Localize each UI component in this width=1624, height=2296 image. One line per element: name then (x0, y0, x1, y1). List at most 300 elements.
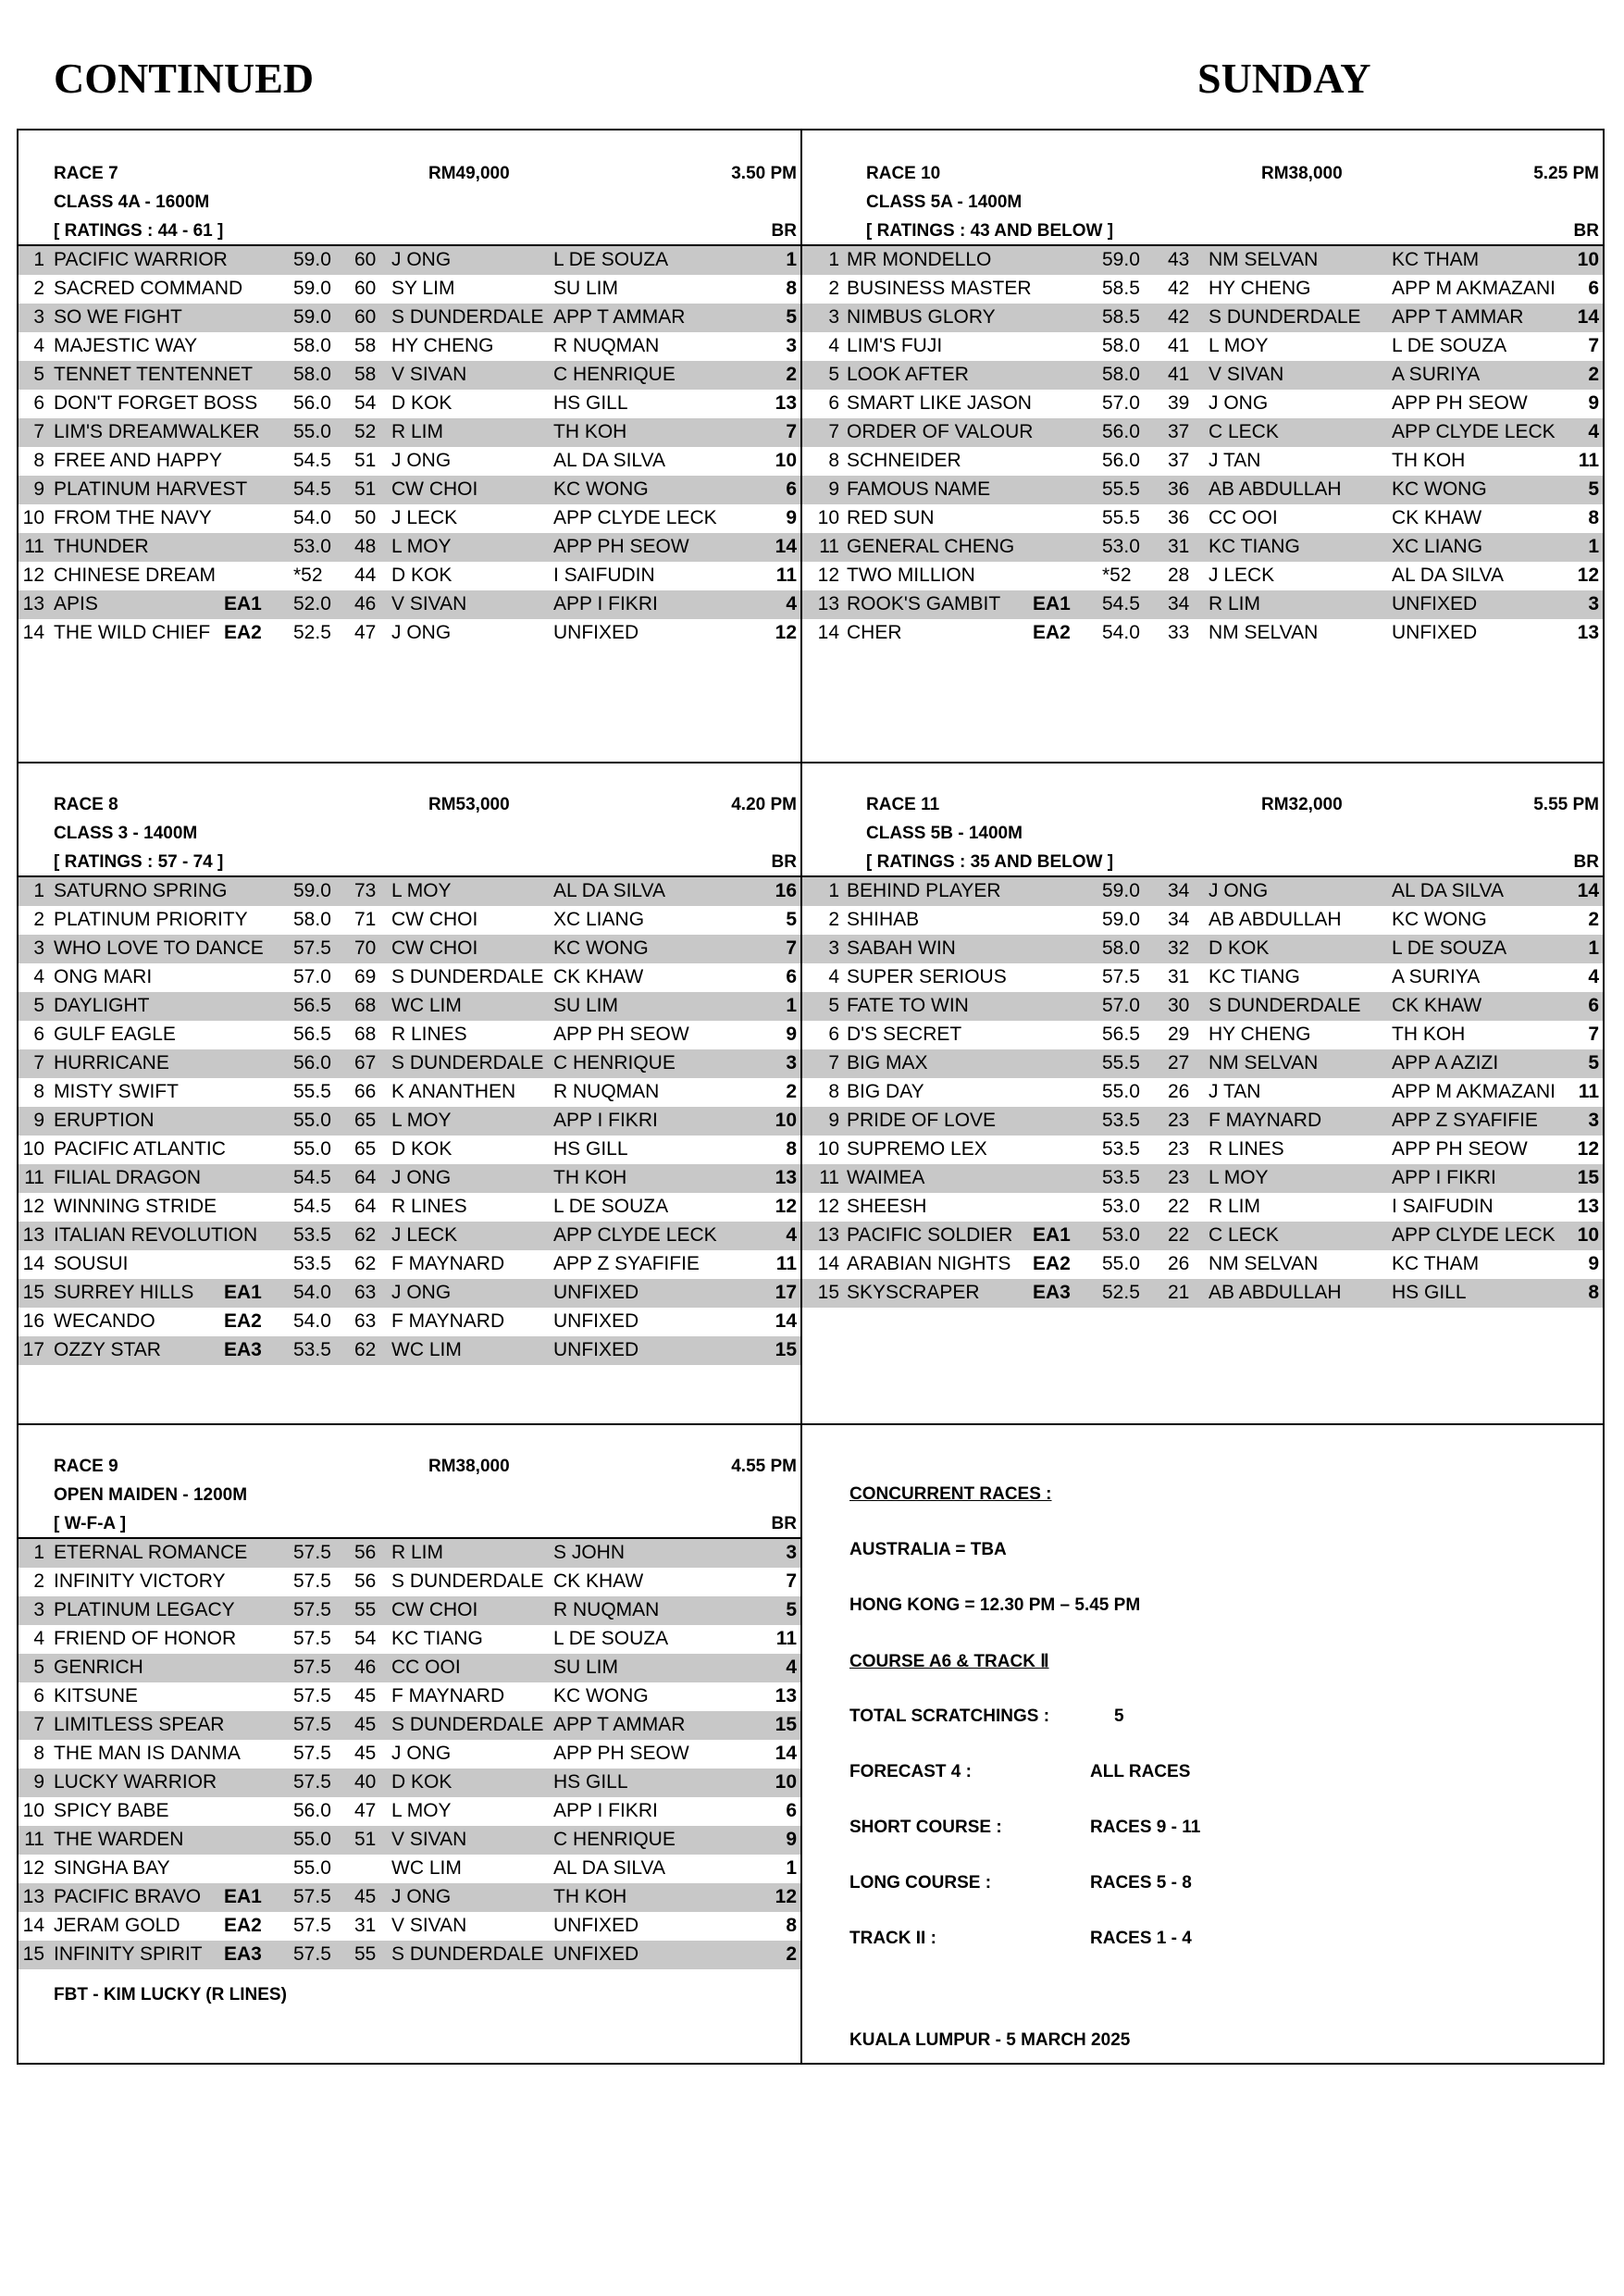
barrier-draw: 12 (1577, 565, 1599, 586)
rating: 45 (354, 1714, 377, 1735)
jockey: S DUNDERDALE (391, 966, 544, 987)
rating: 51 (354, 478, 377, 500)
trainer: HS GILL (553, 1138, 628, 1160)
handicap-weight: 58.0 (1102, 335, 1140, 356)
barrier-draw: 13 (1577, 1196, 1599, 1217)
jockey: R LIM (1209, 1196, 1261, 1217)
emergency-acceptor-tag: EA3 (1033, 1282, 1071, 1303)
trainer: AL DA SILVA (1392, 565, 1505, 586)
barrier-draw: 4 (1588, 966, 1599, 987)
runner-number: 8 (33, 1081, 44, 1102)
barrier-draw: 11 (775, 565, 797, 586)
handicap-weight: 55.0 (293, 1138, 331, 1160)
barrier-draw: 15 (1577, 1167, 1599, 1188)
trainer: R NUQMAN (553, 335, 660, 356)
barrier-draw: 14 (775, 1743, 797, 1764)
trainer: R NUQMAN (553, 1081, 660, 1102)
handicap-weight: 55.0 (1102, 1081, 1140, 1102)
row-divider-1 (19, 762, 1603, 763)
handicap-weight: 58.0 (293, 364, 331, 385)
rating: 62 (354, 1339, 377, 1360)
jockey: J ONG (1209, 880, 1269, 901)
rating: 40 (354, 1771, 377, 1793)
runner-row (802, 447, 1603, 476)
runner-number: 5 (33, 1657, 44, 1678)
handicap-weight: 57.5 (293, 1599, 331, 1620)
barrier-draw: 3 (786, 335, 797, 356)
runner-number: 15 (22, 1943, 44, 1965)
barrier-draw: 8 (786, 278, 797, 299)
jockey: L MOY (1209, 335, 1269, 356)
horse-name: FILIAL DRAGON (54, 1167, 202, 1188)
handicap-weight: 58.0 (293, 909, 331, 930)
trainer: AL DA SILVA (553, 450, 666, 471)
rating: 31 (354, 1915, 377, 1936)
barrier-draw: 13 (775, 392, 797, 414)
handicap-weight: 58.0 (1102, 937, 1140, 959)
rating: 23 (1168, 1110, 1190, 1131)
jockey: D KOK (391, 565, 452, 586)
runner-number: 8 (33, 1743, 44, 1764)
handicap-weight: 57.5 (293, 1886, 331, 1907)
runner-number: 12 (22, 565, 44, 586)
horse-name: JERAM GOLD (54, 1915, 180, 1936)
jockey: J ONG (391, 1167, 452, 1188)
runner-number: 9 (33, 1110, 44, 1131)
rating: 29 (1168, 1024, 1190, 1045)
trainer: CK KHAW (553, 1570, 644, 1592)
horse-name: OZZY STAR (54, 1339, 161, 1360)
jockey: CC OOI (391, 1657, 461, 1678)
rating: 60 (354, 249, 377, 270)
runner-number: 14 (22, 622, 44, 643)
horse-name: HURRICANE (54, 1052, 169, 1074)
rating: 41 (1168, 335, 1190, 356)
race-time: 5.25 PM (1533, 164, 1599, 183)
jockey: CW CHOI (391, 937, 478, 959)
runner-number: 13 (817, 1224, 839, 1246)
forecast-value: ALL RACES (1090, 1762, 1191, 1781)
race-header (802, 158, 1603, 187)
barrier-draw: 10 (775, 1771, 797, 1793)
horse-name: TENNET TENTENNET (54, 364, 254, 385)
runner-number: 12 (22, 1196, 44, 1217)
horse-name: ETERNAL ROMANCE (54, 1542, 248, 1563)
horse-name: SABAH WIN (847, 937, 956, 959)
horse-name: LUCKY WARRIOR (54, 1771, 217, 1793)
horse-name: SMART LIKE JASON (847, 392, 1032, 414)
trainer: KC WONG (1392, 478, 1487, 500)
barrier-draw: 8 (1588, 507, 1599, 528)
rating: 73 (354, 880, 377, 901)
race-class: CLASS 3 - 1400M (54, 824, 198, 843)
runner-number: 5 (828, 364, 839, 385)
trainer: UNFIXED (553, 622, 639, 643)
horse-name: THE WARDEN (54, 1829, 184, 1850)
emergency-acceptor-tag: EA2 (224, 1915, 262, 1936)
rating: 70 (354, 937, 377, 959)
jockey: D KOK (391, 1771, 452, 1793)
rating: 62 (354, 1224, 377, 1246)
runner-number: 3 (33, 937, 44, 959)
rating: 22 (1168, 1196, 1190, 1217)
runner-row (19, 1769, 800, 1797)
rating: 23 (1168, 1138, 1190, 1160)
rating: 64 (354, 1196, 377, 1217)
race-class: CLASS 4A - 1600M (54, 192, 210, 212)
jockey: WC LIM (391, 1857, 462, 1879)
handicap-weight: 53.0 (1102, 1224, 1140, 1246)
runner-row (19, 1222, 800, 1250)
handicap-weight: 57.5 (293, 1743, 331, 1764)
horse-name: D'S SECRET (847, 1024, 962, 1045)
handicap-weight: 54.5 (293, 1196, 331, 1217)
handicap-weight: 56.5 (293, 995, 331, 1016)
runner-number: 1 (33, 249, 44, 270)
runner-number: 4 (33, 1628, 44, 1649)
barrier-draw: 3 (786, 1542, 797, 1563)
trainer: APP A AZIZI (1392, 1052, 1499, 1074)
trainer: XC LIANG (553, 909, 645, 930)
trainer: APP PH SEOW (1392, 1138, 1528, 1160)
barrier-draw: 5 (1588, 478, 1599, 500)
horse-name: GENRICH (54, 1657, 143, 1678)
handicap-weight: 56.0 (293, 392, 331, 414)
jockey: NM SELVAN (1209, 249, 1319, 270)
horse-name: PACIFIC SOLDIER (847, 1224, 1013, 1246)
horse-name: LIM'S FUJI (847, 335, 943, 356)
race-ratings: [ RATINGS : 44 - 61 ] (54, 221, 224, 241)
jockey: S DUNDERDALE (391, 1943, 544, 1965)
jockey: S DUNDERDALE (391, 1052, 544, 1074)
jockey: R LIM (391, 1542, 444, 1563)
rating: 60 (354, 278, 377, 299)
horse-name: ARABIAN NIGHTS (847, 1253, 1011, 1274)
jockey: V SIVAN (391, 364, 467, 385)
runner-row (802, 619, 1603, 648)
handicap-weight: 58.5 (1102, 278, 1140, 299)
horse-name: WHO LOVE TO DANCE (54, 937, 264, 959)
horse-name: SUPER SERIOUS (847, 966, 1007, 987)
rating: 45 (354, 1886, 377, 1907)
barrier-column-label: BR (1573, 221, 1599, 241)
rating: 65 (354, 1138, 377, 1160)
course-info: COURSE A6 & TRACK Ⅱ (849, 1652, 1049, 1671)
horse-name: WECANDO (54, 1310, 155, 1332)
runner-number: 10 (22, 1800, 44, 1821)
barrier-draw: 5 (786, 306, 797, 328)
handicap-weight: 55.5 (293, 1081, 331, 1102)
horse-name: DON'T FORGET BOSS (54, 392, 258, 414)
race-header (802, 789, 1603, 818)
jockey: K ANANTHEN (391, 1081, 516, 1102)
rating: 45 (354, 1685, 377, 1706)
barrier-draw: 6 (1588, 278, 1599, 299)
horse-name: PACIFIC WARRIOR (54, 249, 228, 270)
trainer: TH KOH (553, 1167, 627, 1188)
rating: 66 (354, 1081, 377, 1102)
australia-info: AUSTRALIA = TBA (849, 1540, 1007, 1559)
trainer: APP I FIKRI (553, 1110, 658, 1131)
handicap-weight: 56.5 (1102, 1024, 1140, 1045)
horse-name: KITSUNE (54, 1685, 139, 1706)
trainer: APP PH SEOW (1392, 392, 1528, 414)
jockey: WC LIM (391, 995, 462, 1016)
runner-row (19, 1049, 800, 1078)
barrier-draw: 14 (775, 536, 797, 557)
runner-number: 13 (22, 593, 44, 614)
runner-row (19, 275, 800, 304)
runner-number: 7 (828, 1052, 839, 1074)
handicap-weight: 55.0 (1102, 1253, 1140, 1274)
jockey: R LIM (391, 421, 444, 442)
handicap-weight: 56.0 (1102, 450, 1140, 471)
trainer: AL DA SILVA (553, 1857, 666, 1879)
race-ratings-row (19, 1508, 800, 1539)
rating: 46 (354, 593, 377, 614)
barrier-draw: 15 (775, 1714, 797, 1735)
rating: 37 (1168, 450, 1190, 471)
barrier-draw: 5 (786, 909, 797, 930)
handicap-weight: 54.5 (1102, 593, 1140, 614)
runner-number: 2 (828, 278, 839, 299)
handicap-weight: 54.5 (293, 450, 331, 471)
barrier-draw: 1 (786, 1857, 797, 1879)
runner-number: 4 (828, 966, 839, 987)
trainer: A SURIYA (1392, 364, 1481, 385)
handicap-weight: 56.5 (293, 1024, 331, 1045)
rating: 67 (354, 1052, 377, 1074)
barrier-draw: 4 (1588, 421, 1599, 442)
race-prize: RM38,000 (1261, 164, 1343, 183)
runner-row (19, 1279, 800, 1308)
horse-name: SURREY HILLS (54, 1282, 194, 1303)
horse-name: APIS (54, 593, 98, 614)
handicap-weight: 58.0 (1102, 364, 1140, 385)
rating: 54 (354, 1628, 377, 1649)
trainer: APP M AKMAZANI (1392, 1081, 1556, 1102)
runner-number: 14 (22, 1915, 44, 1936)
runner-row (19, 476, 800, 504)
handicap-weight: 54.0 (293, 1310, 331, 1332)
header-day: SUNDAY (1197, 55, 1371, 102)
handicap-weight: 55.0 (293, 1110, 331, 1131)
runner-row (19, 619, 800, 648)
runner-row (802, 963, 1603, 992)
barrier-draw: 12 (775, 622, 797, 643)
barrier-draw: 12 (1577, 1138, 1599, 1160)
runner-row (802, 476, 1603, 504)
runner-row (19, 1625, 800, 1654)
barrier-column-label: BR (771, 852, 797, 872)
trainer: APP CLYDE LECK (553, 1224, 717, 1246)
horse-name: ROOK'S GAMBIT (847, 593, 1001, 614)
barrier-draw: 16 (775, 880, 797, 901)
trainer: SU LIM (553, 1657, 619, 1678)
jockey: L MOY (391, 536, 452, 557)
race-number: RACE 9 (54, 1457, 118, 1476)
horse-name: SHIHAB (847, 909, 920, 930)
emergency-acceptor-tag: EA1 (1033, 1224, 1071, 1246)
barrier-draw: 4 (786, 593, 797, 614)
jockey: AB ABDULLAH (1209, 478, 1342, 500)
jockey: L MOY (1209, 1167, 1269, 1188)
rating: 31 (1168, 536, 1190, 557)
runner-number: 3 (828, 937, 839, 959)
runner-row (19, 906, 800, 935)
location-date: KUALA LUMPUR - 5 MARCH 2025 (849, 2030, 1131, 2050)
runner-number: 6 (33, 1024, 44, 1045)
trainer: APP PH SEOW (553, 1024, 689, 1045)
runner-number: 1 (33, 880, 44, 901)
barrier-draw: 7 (786, 937, 797, 959)
runner-number: 6 (33, 392, 44, 414)
trainer: KC THAM (1392, 1253, 1480, 1274)
emergency-acceptor-tag: EA2 (224, 622, 262, 643)
jockey: F MAYNARD (391, 1310, 505, 1332)
jockey: V SIVAN (391, 1915, 467, 1936)
horse-name: FROM THE NAVY (54, 507, 212, 528)
barrier-draw: 2 (786, 364, 797, 385)
race-prize: RM38,000 (428, 1457, 510, 1476)
horse-name: BIG DAY (847, 1081, 924, 1102)
horse-name: BIG MAX (847, 1052, 928, 1074)
jockey: AB ABDULLAH (1209, 1282, 1342, 1303)
horse-name: SPICY BABE (54, 1800, 169, 1821)
race-class: OPEN MAIDEN - 1200M (54, 1485, 248, 1505)
barrier-draw: 5 (1588, 1052, 1599, 1074)
trainer: TH KOH (1392, 1024, 1466, 1045)
runner-number: 14 (817, 1253, 839, 1274)
trainer: SU LIM (553, 995, 619, 1016)
barrier-draw: 7 (786, 1570, 797, 1592)
runner-row (802, 1078, 1603, 1107)
runner-number: 9 (33, 478, 44, 500)
jockey: CC OOI (1209, 507, 1278, 528)
rating: 68 (354, 995, 377, 1016)
barrier-column-label: BR (771, 1514, 797, 1533)
runner-row (802, 418, 1603, 447)
rating: 46 (354, 1657, 377, 1678)
rating: 30 (1168, 995, 1190, 1016)
runner-row (19, 246, 800, 275)
trainer: HS GILL (1392, 1282, 1467, 1303)
horse-name: SKYSCRAPER (847, 1282, 980, 1303)
handicap-weight: 52.0 (293, 593, 331, 614)
horse-name: FAMOUS NAME (847, 478, 991, 500)
barrier-draw: 6 (786, 966, 797, 987)
runner-row (19, 1250, 800, 1279)
barrier-draw: 11 (775, 1253, 797, 1274)
jockey: KC TIANG (391, 1628, 483, 1649)
runner-number: 17 (22, 1339, 44, 1360)
runner-row (19, 935, 800, 963)
trainer: I SAIFUDIN (1392, 1196, 1494, 1217)
runner-row (19, 877, 800, 906)
trainer: TH KOH (1392, 450, 1466, 471)
trainer: UNFIXED (553, 1339, 639, 1360)
trainer: UNFIXED (1392, 593, 1478, 614)
runner-row (19, 504, 800, 533)
jockey: J LECK (391, 507, 458, 528)
rating: 42 (1168, 278, 1190, 299)
jockey: F MAYNARD (391, 1253, 505, 1274)
runner-row (802, 1049, 1603, 1078)
runner-row (19, 1797, 800, 1826)
handicap-weight: 59.0 (293, 249, 331, 270)
race-10-panel (802, 158, 1603, 648)
barrier-draw: 10 (775, 1110, 797, 1131)
concurrent-races-heading: CONCURRENT RACES : (849, 1484, 1052, 1504)
emergency-acceptor-tag: EA1 (224, 1886, 262, 1907)
barrier-draw: 7 (1588, 335, 1599, 356)
runner-number: 13 (22, 1224, 44, 1246)
race-ratings-row (802, 847, 1603, 877)
runner-row (19, 1193, 800, 1222)
horse-name: PRIDE OF LOVE (847, 1110, 997, 1131)
handicap-weight: 58.5 (1102, 306, 1140, 328)
rating: 63 (354, 1310, 377, 1332)
jockey: S DUNDERDALE (391, 306, 544, 328)
runner-row (19, 1883, 800, 1912)
runner-row (802, 562, 1603, 590)
horse-name: LOOK AFTER (847, 364, 969, 385)
jockey: V SIVAN (1209, 364, 1284, 385)
handicap-weight: 57.5 (293, 1657, 331, 1678)
jockey: J ONG (1209, 392, 1269, 414)
horse-name: SCHNEIDER (847, 450, 961, 471)
barrier-draw: 1 (786, 249, 797, 270)
jockey: L MOY (391, 1110, 452, 1131)
race-ratings: [ RATINGS : 35 AND BELOW ] (866, 852, 1114, 872)
horse-name: PLATINUM HARVEST (54, 478, 248, 500)
horse-name: BUSINESS MASTER (847, 278, 1032, 299)
barrier-draw: 4 (786, 1224, 797, 1246)
runner-row (19, 1021, 800, 1049)
short-course-value: RACES 9 - 11 (1090, 1818, 1201, 1837)
barrier-draw: 7 (786, 421, 797, 442)
barrier-draw: 3 (1588, 1110, 1599, 1131)
barrier-draw: 8 (786, 1915, 797, 1936)
race-header (19, 1451, 800, 1480)
horse-name: PLATINUM LEGACY (54, 1599, 235, 1620)
barrier-draw: 9 (1588, 392, 1599, 414)
horse-name: FREE AND HAPPY (54, 450, 223, 471)
barrier-draw: 14 (1577, 880, 1599, 901)
runner-row (19, 533, 800, 562)
barrier-draw: 2 (786, 1943, 797, 1965)
runner-number: 11 (24, 1829, 44, 1850)
runner-number: 2 (33, 278, 44, 299)
handicap-weight: *52 (1102, 565, 1132, 586)
runner-row (19, 562, 800, 590)
trainer: CK KHAW (1392, 995, 1482, 1016)
trainer: L DE SOUZA (1392, 335, 1507, 356)
horse-name: SOUSUI (54, 1253, 129, 1274)
handicap-weight: 57.5 (293, 1771, 331, 1793)
runner-row (802, 906, 1603, 935)
rating: 36 (1168, 507, 1190, 528)
trainer: APP I FIKRI (1392, 1167, 1496, 1188)
rating: 68 (354, 1024, 377, 1045)
rating: 50 (354, 507, 377, 528)
trainer: L DE SOUZA (1392, 937, 1507, 959)
emergency-acceptor-tag: EA2 (224, 1310, 262, 1332)
forecast-label: FORECAST 4 : (849, 1762, 972, 1781)
handicap-weight: 53.5 (293, 1253, 331, 1274)
handicap-weight: 53.0 (1102, 536, 1140, 557)
race-ratings: [ RATINGS : 57 - 74 ] (54, 852, 224, 872)
